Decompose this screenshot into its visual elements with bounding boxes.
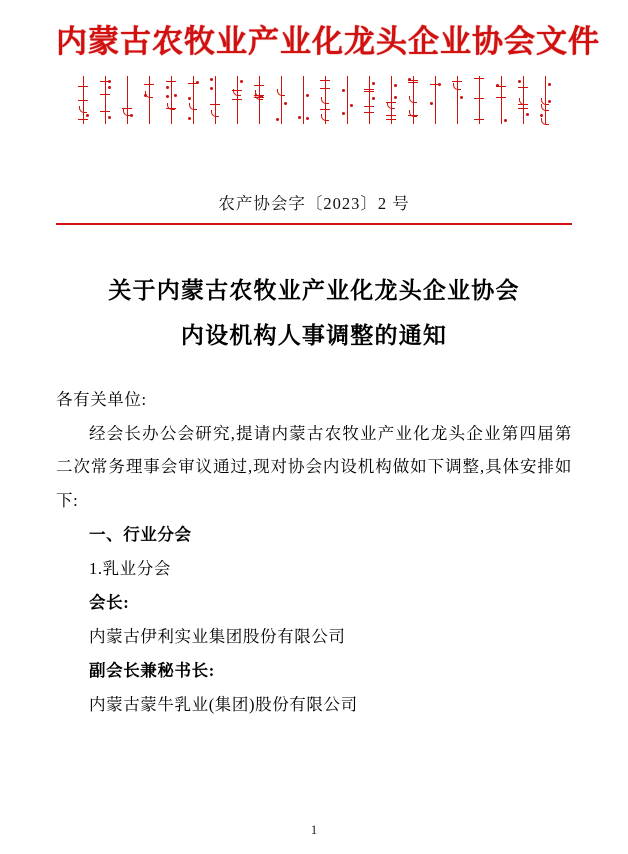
list-item-dairy-branch: 1.乳业分会	[89, 559, 171, 579]
mongolian-glyph-column	[474, 74, 485, 126]
page-number: 1	[310, 822, 318, 837]
mongolian-glyph-column	[188, 74, 199, 126]
page-title-line-2: 内设机构人事调整的通知	[180, 322, 448, 348]
mongolian-glyph-column	[452, 74, 463, 126]
document-body	[56, 383, 572, 723]
red-divider-rule	[56, 223, 572, 225]
mongolian-glyph-column	[364, 74, 375, 126]
mongolian-glyph-column	[276, 74, 287, 126]
document-number: 农产协会字〔2023〕2 号	[218, 193, 410, 213]
mongolian-glyph-column	[144, 74, 155, 126]
mongolian-glyph-column	[78, 74, 89, 126]
mongolian-glyph-column	[298, 74, 309, 126]
page-title-line-1: 关于内蒙古农牧业产业化龙头企业协会	[108, 277, 520, 303]
mongolian-glyph-column	[496, 74, 507, 126]
intro-paragraph: 经会长办公会研究,提请内蒙古农牧业产业化龙头企业第四届第二次常务理事会审议通过,现对协会内设机构做如下调整,具体安排如下:	[56, 423, 572, 511]
section-heading-industry-branch: 一、行业分会	[89, 525, 192, 545]
mongolian-glyph-column	[166, 74, 177, 126]
org-name-yili: 内蒙古伊利实业集团股份有限公司	[89, 627, 346, 647]
page-title	[56, 269, 572, 359]
mongolian-glyph-column	[320, 74, 331, 126]
mongolian-glyph-column	[210, 74, 221, 126]
role-label-vice-president-secretary-general: 副会长兼秘书长:	[89, 661, 215, 681]
mongolian-glyph-column	[232, 74, 243, 126]
masthead-title: 内蒙古农牧业产业化龙头企业协会文件	[56, 24, 600, 59]
mongolian-glyph-column	[342, 74, 353, 126]
mongolian-glyph-column	[408, 74, 419, 126]
mongolian-glyph-column	[518, 74, 529, 126]
org-name-mengniu: 内蒙古蒙牛乳业(集团)股份有限公司	[89, 695, 358, 715]
mongolian-glyph-column	[386, 74, 397, 126]
mongolian-glyph-column	[540, 74, 551, 126]
masthead	[56, 0, 600, 132]
mongolian-script-line	[56, 74, 572, 132]
mongolian-glyph-column	[430, 74, 441, 126]
salutation: 各有关单位:	[56, 389, 147, 409]
mongolian-glyph-column	[254, 74, 265, 126]
role-label-president: 会长:	[89, 593, 130, 613]
mongolian-glyph-column	[122, 74, 133, 126]
mongolian-glyph-column	[100, 74, 111, 126]
